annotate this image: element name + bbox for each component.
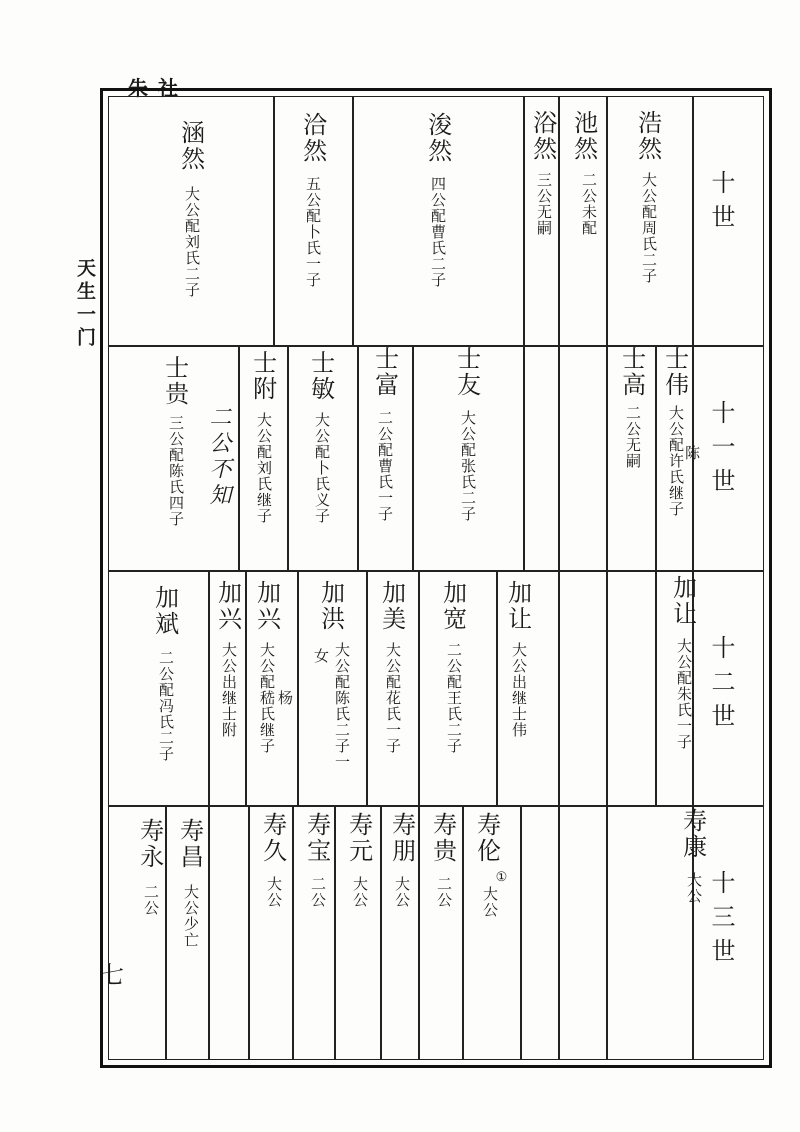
cell-divider <box>523 345 525 570</box>
cell-divider <box>606 345 608 570</box>
person-name: 士贵 <box>160 355 189 407</box>
person-note: 五公配卜氏一子 <box>304 176 322 288</box>
person-name: 加让 <box>668 575 697 627</box>
person-note: 四公配曹氏二子 <box>429 176 447 288</box>
person-name: 寿贵 <box>428 812 457 864</box>
inserted-character: 陈 <box>683 445 701 461</box>
page-header-label: 朱社 <box>128 76 188 100</box>
person-name: 浩然 <box>633 110 662 162</box>
cell-divider <box>462 805 464 1060</box>
cell-divider <box>238 345 240 570</box>
person-name: 加宽 <box>438 580 467 632</box>
cell-divider <box>523 96 525 345</box>
person-name: 寿元 <box>344 812 373 864</box>
person-note: 三公配陈氏四子 <box>167 415 185 527</box>
person-name: 加兴 <box>252 580 281 632</box>
cell-divider <box>357 345 359 570</box>
footnote-marker: ① <box>494 870 509 885</box>
person-note: 二公 <box>309 876 327 908</box>
person-note: 二公无嗣 <box>624 405 642 469</box>
person-note: 大公 <box>265 876 283 908</box>
extra-note: 女 <box>312 648 330 664</box>
person-name: 加洪 <box>316 580 345 632</box>
person-name: 洽然 <box>298 112 327 164</box>
cell-divider <box>412 345 414 570</box>
person-note: 大公配许氏继子 <box>667 405 685 517</box>
person-note: 二公未配 <box>580 172 598 236</box>
person-note: 大公出继士附 <box>220 642 238 738</box>
person-name: 浴然 <box>528 110 557 162</box>
cell-divider <box>655 345 657 570</box>
person-note: 大公配朱氏一子 <box>675 638 693 750</box>
person-name: 加美 <box>377 580 406 632</box>
person-name: 士敏 <box>306 350 335 402</box>
page-number: 七 <box>100 961 124 989</box>
generation-label: 十一世 <box>707 400 735 502</box>
person-note: 大公配卜氏义子 <box>313 412 331 524</box>
person-note: 大公 <box>351 876 369 908</box>
row-divider <box>108 805 764 807</box>
cell-divider <box>418 805 420 1060</box>
cell-divider <box>520 805 522 1060</box>
cell-divider <box>208 805 210 1060</box>
person-note: 二公配王氏二子 <box>445 642 463 754</box>
person-note: 大公出继士伟 <box>510 642 528 738</box>
person-name: 士伟 <box>660 346 689 398</box>
cell-divider <box>208 570 210 805</box>
cell-divider <box>418 570 420 805</box>
person-name: 士富 <box>370 346 399 398</box>
cell-divider <box>292 805 294 1060</box>
person-note: 大公配陈氏二子一 <box>333 642 351 770</box>
person-name: 池然 <box>569 110 598 162</box>
person-note: 大公配张氏二子 <box>459 410 477 522</box>
person-name: 士高 <box>617 346 646 398</box>
person-note: 二公配曹氏一子 <box>376 410 394 522</box>
generation-label: 十三世 <box>707 870 735 972</box>
generation-label: 十世 <box>707 170 735 238</box>
person-name: 寿久 <box>258 812 287 864</box>
cell-divider <box>273 96 275 345</box>
person-note: 大公 <box>685 872 703 904</box>
person-note: 大公配花氏一子 <box>384 642 402 754</box>
cell-divider <box>352 96 354 345</box>
person-name: 加让 <box>503 580 532 632</box>
inserted-character: 杨 <box>276 690 294 706</box>
generation-label: 十二世 <box>707 635 735 737</box>
row-divider <box>108 570 764 572</box>
person-name: 加斌 <box>150 585 179 637</box>
person-name: 寿康 <box>678 808 707 860</box>
cell-divider <box>245 570 247 805</box>
person-name: 士友 <box>452 346 481 398</box>
cell-divider <box>248 805 250 1060</box>
person-name: 寿朋 <box>387 812 416 864</box>
person-name: 寿昌 <box>175 818 204 870</box>
cell-divider <box>655 570 657 805</box>
cell-divider <box>558 570 560 1060</box>
person-note: 大公 <box>393 876 411 908</box>
person-note: 大公配刘氏继子 <box>255 412 273 524</box>
person-note: 二公 <box>435 876 453 908</box>
person-name: 寿宝 <box>302 812 331 864</box>
cell-divider <box>558 345 560 570</box>
cell-divider <box>606 570 608 1060</box>
cell-divider <box>380 805 382 1060</box>
cell-divider <box>287 345 289 570</box>
handwritten-annotation: 二公不知 <box>206 405 231 509</box>
cell-divider <box>558 96 560 345</box>
person-note: 二公 <box>142 884 160 916</box>
person-note: 大公配周氏二子 <box>640 172 658 284</box>
person-name: 士附 <box>248 350 277 402</box>
side-section-label: 天生一门 <box>74 258 96 350</box>
person-name: 寿伦 <box>472 812 501 864</box>
person-note: 大公配刘氏二子 <box>183 186 201 298</box>
person-note: 大公 <box>481 886 499 918</box>
cell-divider <box>496 570 498 805</box>
person-note: 三公无嗣 <box>535 172 553 236</box>
cell-divider <box>334 805 336 1060</box>
person-note: 大公配嵇氏继子 <box>258 642 276 754</box>
person-note: 二公配冯氏二子 <box>157 650 175 762</box>
person-name: 加兴 <box>213 580 242 632</box>
person-name: 涵然 <box>176 120 205 172</box>
cell-divider <box>606 96 608 345</box>
person-name: 浚然 <box>423 112 452 164</box>
cell-divider <box>366 570 368 805</box>
cell-divider <box>297 570 299 805</box>
person-note: 大公少亡 <box>182 884 200 948</box>
person-name: 寿永 <box>135 818 164 870</box>
cell-divider <box>165 805 167 1060</box>
